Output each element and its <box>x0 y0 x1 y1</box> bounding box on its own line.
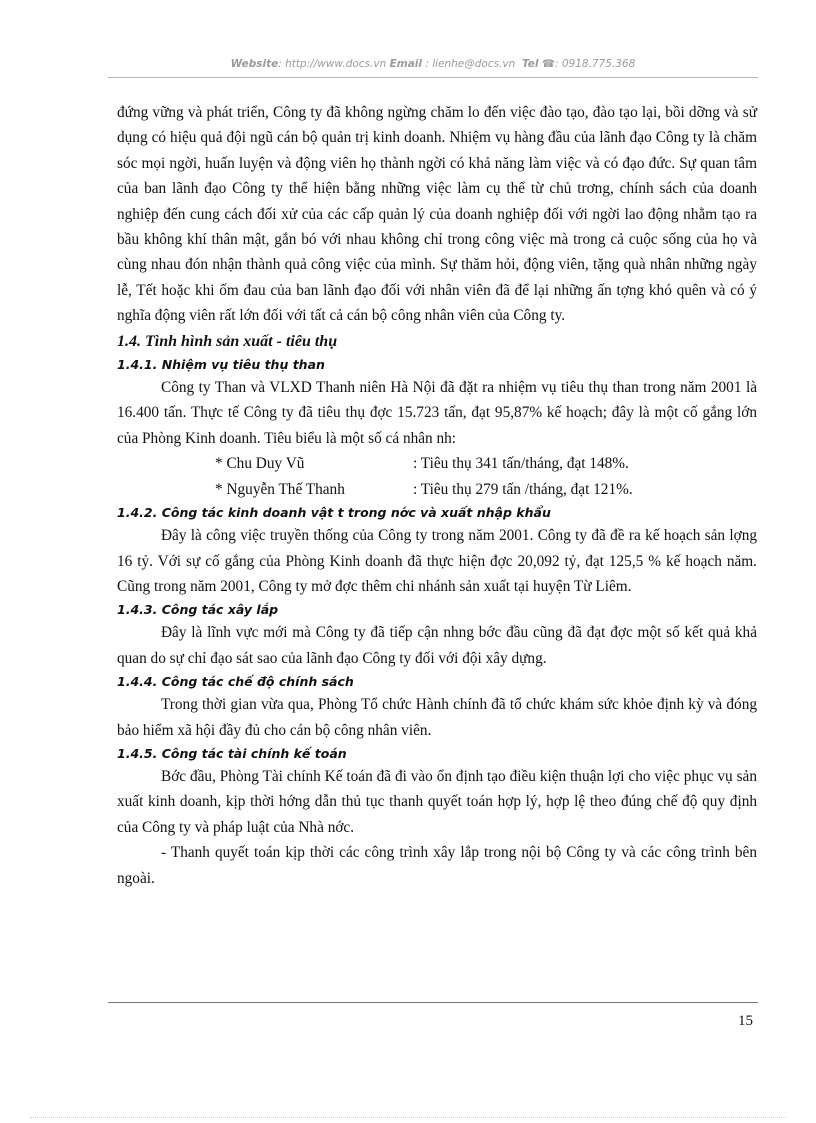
section-1-4-4-heading: 1.4.4. Công tác chế độ chính sách <box>117 674 354 690</box>
footer-rule <box>108 1002 758 1003</box>
list-item-desc: : Tiêu thụ 279 tấn /tháng, đạt 121%. <box>413 480 633 498</box>
section-1-4-1-paragraph: Công ty Than và VLXD Thanh niên Hà Nội đã đặt ra nhiệm vụ tiêu thụ than trong năm 2001 là 16.400 tấn. Thực tế Công ty đã tiêu thụ đợc 15.723 tấn, đạt 95,87% kế hoạch; đây là một cố gắng lớn của Phòng Kinh doanh. Tiêu biểu là một số cá nhân nh: <box>117 379 757 447</box>
section-1-4-heading: 1.4. Tình hình sản xuất - tiêu thụ <box>117 332 338 350</box>
tel-label: Tel <box>522 58 539 70</box>
phone-icon: ☎ <box>541 58 555 70</box>
header-rule <box>108 77 758 78</box>
section-1-4-4-paragraph: Trong thời gian vừa qua, Phòng Tổ chức Hành chính đã tổ chức khám sức khỏe định kỳ và đóng bảo hiểm xã hội đầy đủ cho cán bộ công nhân viên. <box>117 696 757 739</box>
email-value: : lienhe@docs.vn <box>421 58 516 70</box>
section-1-4-5-heading: 1.4.5. Công tác tài chính kế toán <box>117 745 347 761</box>
section-1-4-2-heading: 1.4.2. Công tác kinh doanh vật t trong nớc và xuất nhập khẩu <box>117 505 551 521</box>
list-item-name: * Nguyễn Thế Thanh <box>215 480 345 498</box>
section-1-4-3-paragraph: Đây là lĩnh vực mới mà Công ty đã tiếp cận nhng bớc đầu cũng đã đạt đợc một số kết quả khả quan do sự chỉ đạo sát sao của lãnh đạo Công ty đối với đội xây dựng. <box>117 624 757 667</box>
section-1-4-2-paragraph: Đây là công việc truyền thống của Công ty trong năm 2001. Công ty đã đề ra kế hoạch sản lợng 16 tỷ. Với sự cố gắng của Phòng Kinh doanh đã thực hiện đợc 20,092 tỷ, đạt 125,5 % kế hoạch năm. Cũng trong năm 2001, Công ty mở đợc thêm chi nhánh sản xuất tại huyện Từ Liêm. <box>117 527 757 595</box>
list-item <box>117 477 757 502</box>
page-header <box>108 58 758 70</box>
page-content <box>117 100 757 891</box>
section-1-4-5-paragraph-2: - Thanh quyết toán kịp thời các công trình xây lắp trong nội bộ Công ty và các công trình bên ngoài. <box>117 844 757 887</box>
email-label: Email <box>389 58 422 70</box>
section-1-4-5-paragraph-1: Bớc đầu, Phòng Tài chính Kế toán đã đi vào ổn định tạo điều kiện thuận lợi cho việc phục vụ sản xuất kinh doanh, kịp thời hớng dẫn thủ tục thanh quyết toán hợp lý, hợp lệ theo đúng chế độ quy định của Công ty và pháp luật của Nhà nớc. <box>117 767 757 836</box>
list-item-desc: : Tiêu thụ 341 tấn/tháng, đạt 148%. <box>413 455 629 473</box>
section-1-4-3-heading: 1.4.3. Công tác xây lắp <box>117 602 279 618</box>
intro-paragraph: đứng vững và phát triển, Công ty đã không ngừng chăm lo đến việc đào tạo, đào tạo lại, bồi dỡng và sử dụng có hiệu quả đội ngũ cán bộ quản trị kinh doanh. Nhiệm vụ hàng đầu của lãnh đạo Công ty là chăm sóc mọi ngời, huấn luyện và động viên họ thành ngời có khả năng làm việc và có đạo đức. Sự quan tâm của ban lãnh đạo Công ty thể hiện bằng những việc làm cụ thể từ chủ trơng, chính sách của doanh nghiệp đến cung cách đối xử của các cấp quản lý của doanh nghiệp đối với ngời lao động nhằm tạo ra bầu không khí thân mật, gắn bó với nhau không chỉ trong công việc mà trong cả cuộc sống của họ và cùng nhau đón nhận thành quả công việc của mình. Sự thăm hỏi, động viên, tặng quà nhân những ngày lễ, Tết hoặc khi ốm đau của ban lãnh đạo đối với nhân viên đã để lại những ấn tợng khó quên và có ý nghĩa động viên rất lớn đối với tất cả cán bộ công nhân viên của Công ty. <box>117 104 757 325</box>
list-item <box>117 451 757 476</box>
website-label: Website <box>230 58 279 70</box>
section-1-4-1-heading: 1.4.1. Nhiệm vụ tiêu thụ than <box>117 357 325 373</box>
page-number: 15 <box>738 1013 753 1029</box>
website-value: : http://www.docs.vn <box>278 58 387 70</box>
footer-divider <box>30 1117 786 1118</box>
tel-value: : 0918.775.368 <box>554 58 636 70</box>
list-item-name: * Chu Duy Vũ <box>215 455 305 473</box>
